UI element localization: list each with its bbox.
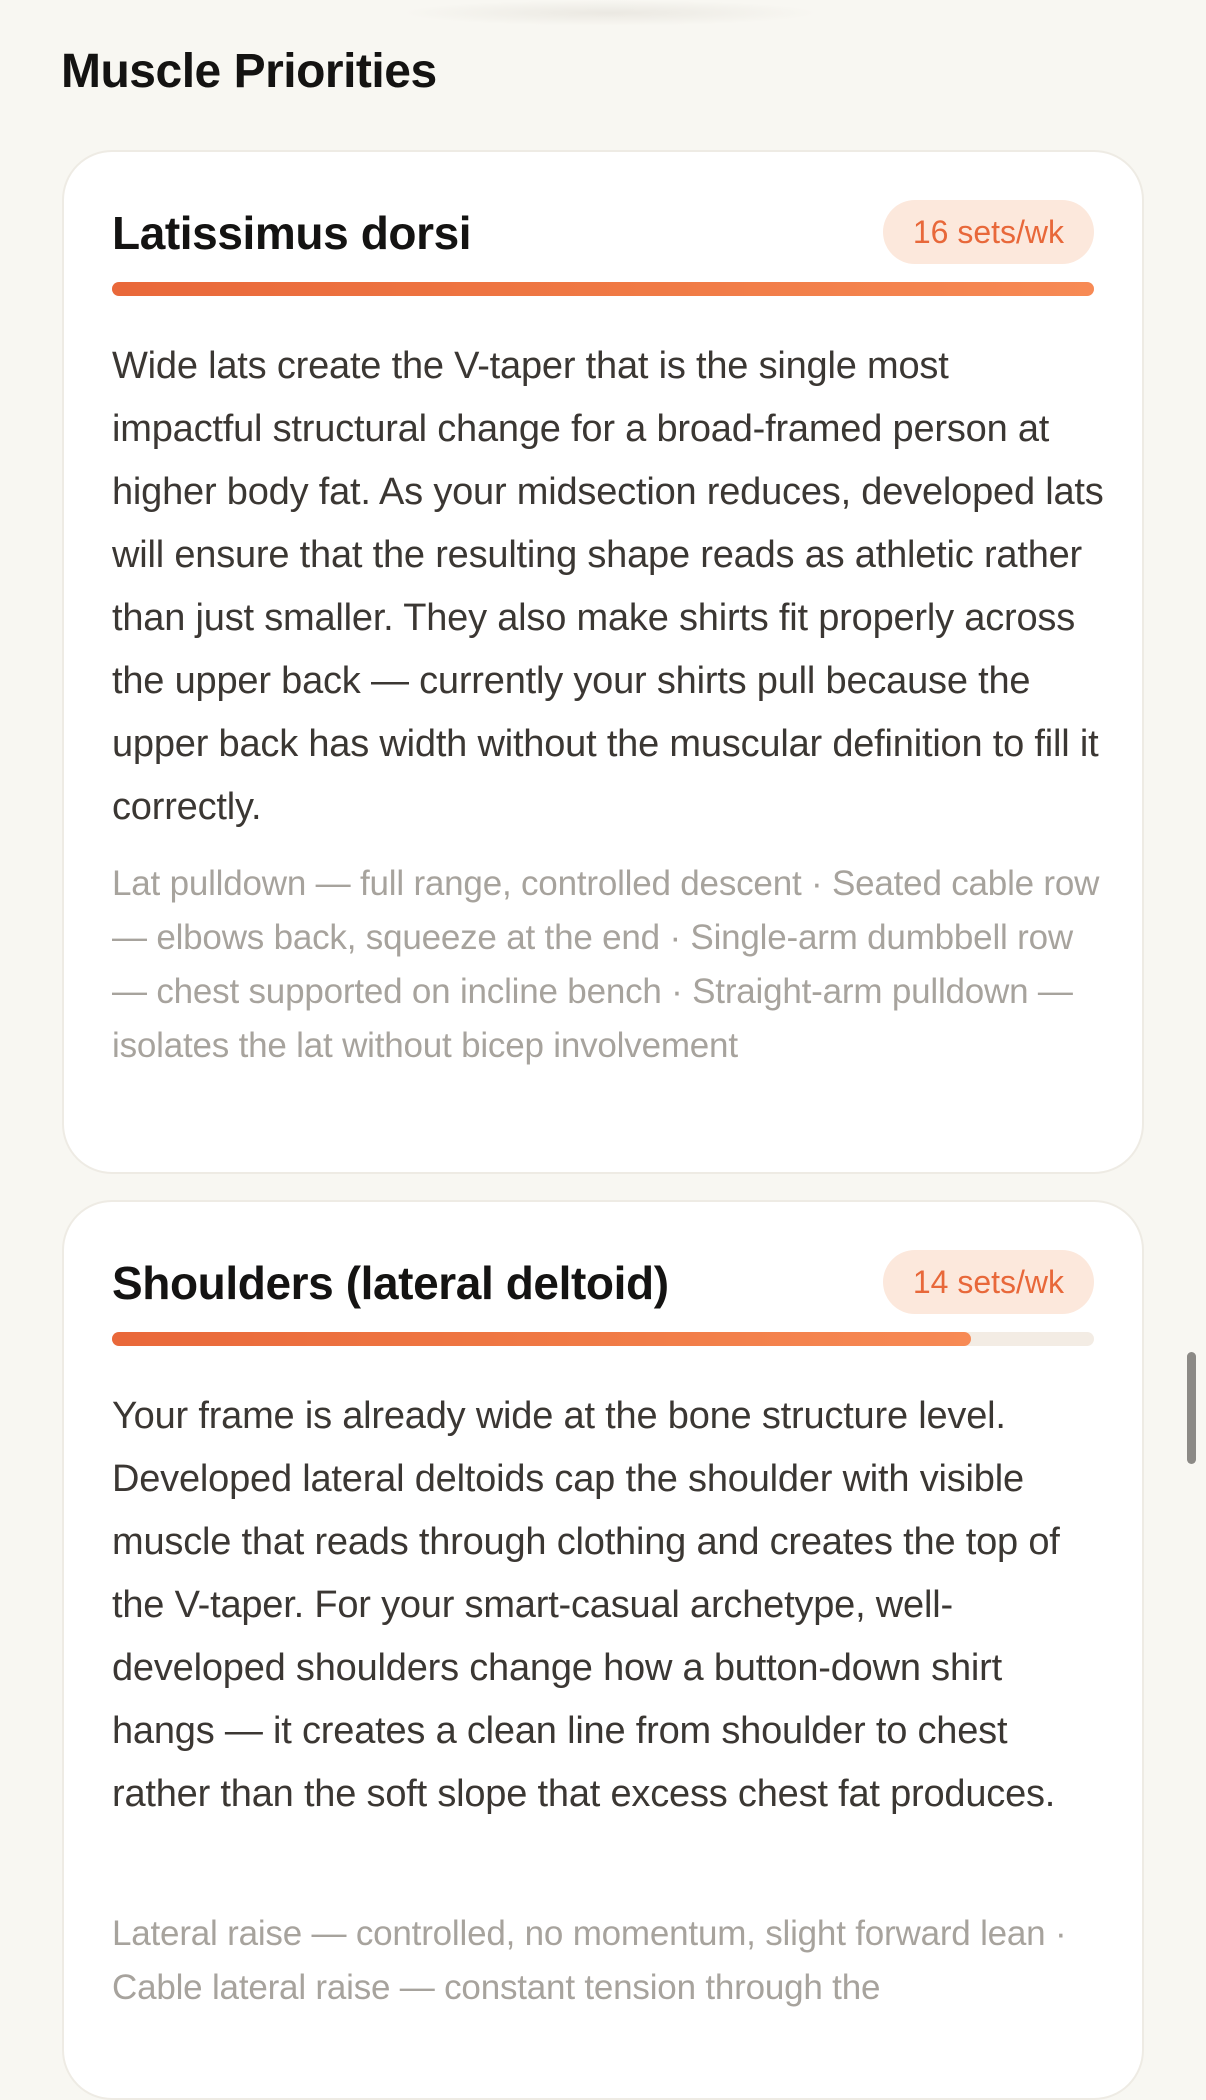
muscle-card-latissimus [62, 150, 1144, 1174]
muscle-rationale: Your frame is already wide at the bone structure level. Developed lateral deltoids cap the shoulder with visible muscle that reads through clothing and creates the top of the V-taper. For your smart-casual archetype, well-developed shoulders change how a button-down shirt hangs — it creates a clean line from shoulder to chest rather than the soft slope that excess chest fat produces. [112, 1395, 1060, 1815]
volume-bar-fill [112, 1332, 971, 1346]
card-header [112, 200, 1094, 266]
muscle-name: Shoulders (lateral deltoid) [112, 1257, 669, 1309]
card-header [112, 1250, 1094, 1316]
volume-bar-track [112, 1332, 1094, 1346]
muscle-card-lateral-deltoid [62, 1200, 1144, 2100]
top-fade [400, 0, 820, 26]
exercise-list: Lat pulldown — full range, controlled descent · Seated cable row — elbows back, squeeze at the end · Single-arm dumbbell row — chest supported on incline bench · Straight-arm pulldown — isolates the lat without bicep involvement [112, 864, 1100, 1065]
volume-bar-fill [112, 282, 1094, 296]
sets-badge: 14 sets/wk [883, 1250, 1094, 1314]
scrollbar-thumb[interactable] [1187, 1352, 1196, 1464]
muscle-rationale: Wide lats create the V-taper that is the single most impactful structural change for a broad-framed person at higher body fat. As your midsection reduces, developed lats will ensure that the resulting shape reads as athletic rather than just smaller. They also make shirts fit properly across the upper back — currently your shirts pull because the upper back has width without the muscular definition to fill it correctly. [112, 345, 1104, 828]
section-title: Muscle Priorities [61, 45, 437, 98]
sets-badge: 16 sets/wk [883, 200, 1094, 264]
exercise-list: Lateral raise — controlled, no momentum, slight forward lean · Cable lateral raise — constant tension through the [112, 1914, 1067, 2007]
muscle-name: Latissimus dorsi [112, 207, 472, 259]
volume-bar-track [112, 282, 1094, 296]
